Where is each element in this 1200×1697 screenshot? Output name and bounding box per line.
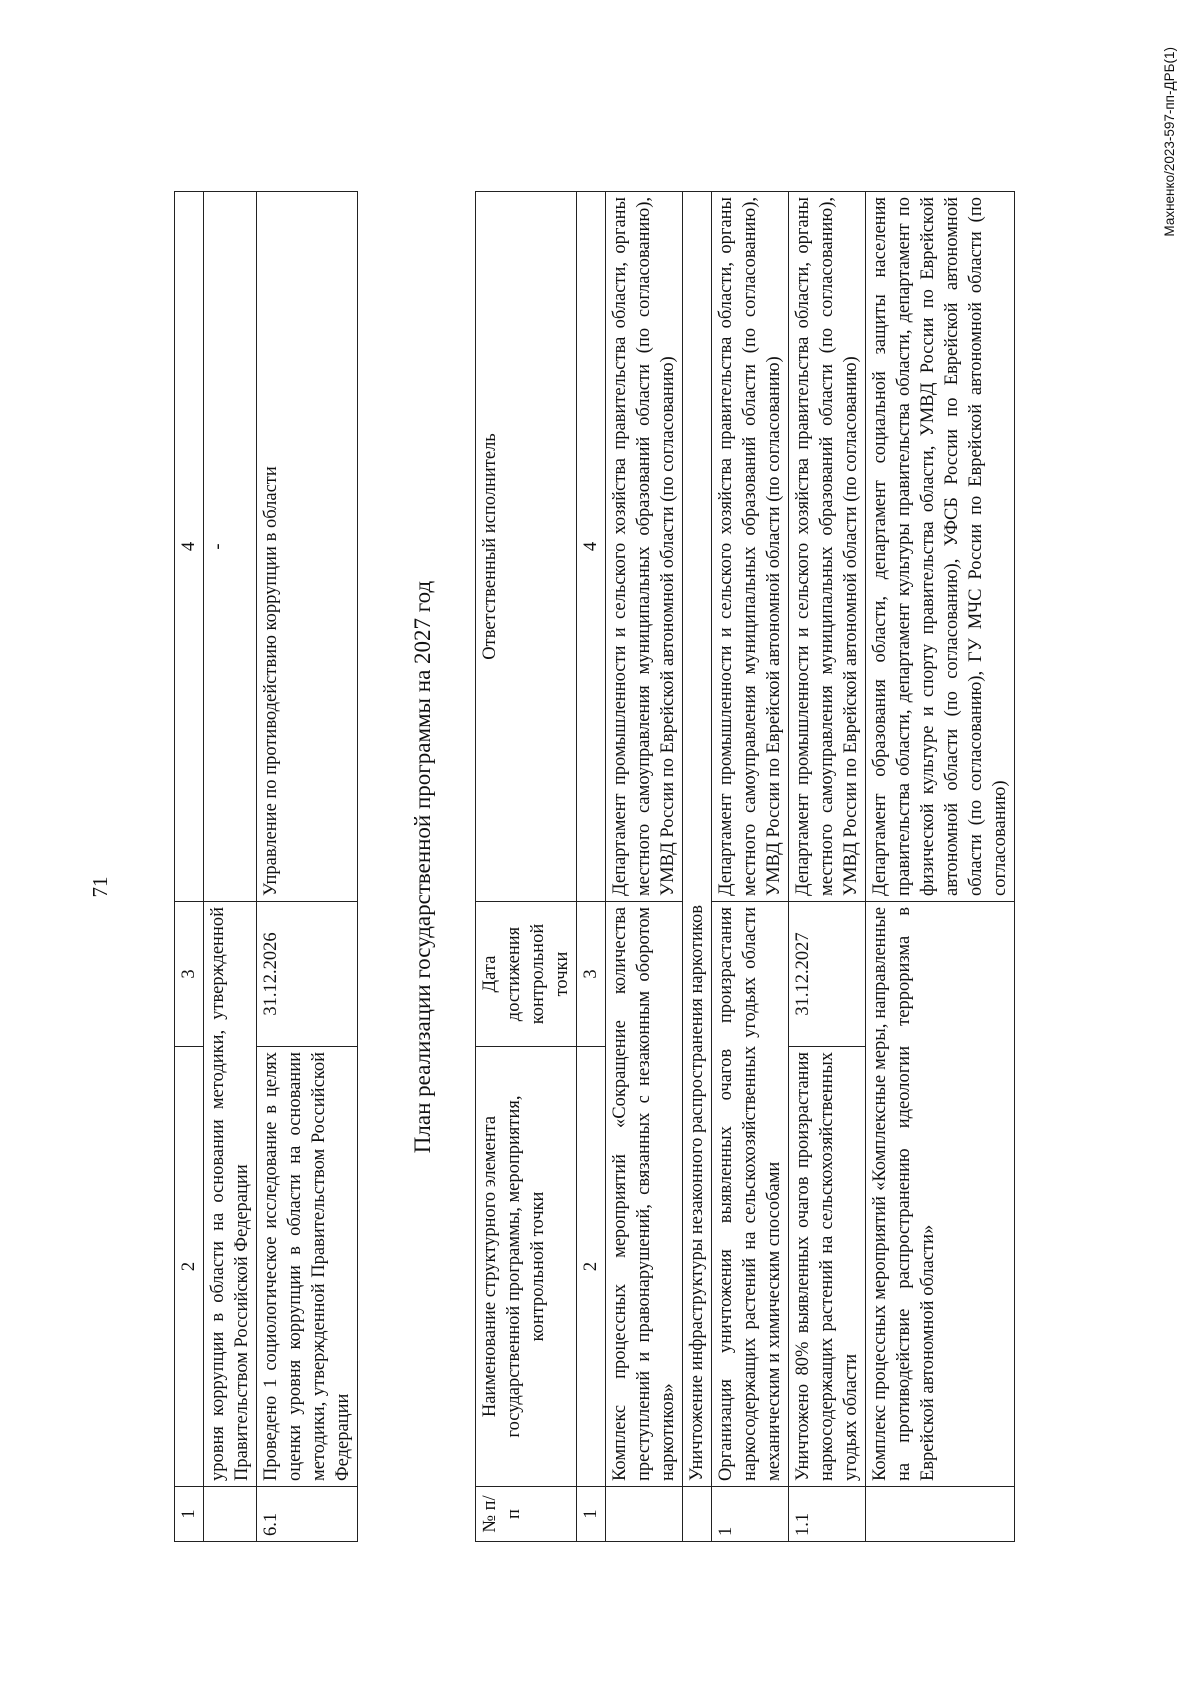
row-num xyxy=(606,1487,683,1542)
col-number: 2 xyxy=(577,1047,606,1487)
row-num: 6.1 xyxy=(257,1487,358,1542)
row-name: Организация уничтожения выявленных очагов произрастания наркосодержащих растений на сельскохозяйственных угодьях области механическим и химическим способами xyxy=(712,902,789,1487)
row-num: 1.1 xyxy=(789,1487,866,1542)
header-num: № п/п xyxy=(476,1487,577,1542)
row-num: 1 xyxy=(712,1487,789,1542)
section-title: Уничтожение инфраструктуры незаконного распространения наркотиков xyxy=(683,192,712,1487)
row-name: Проведено 1 социологическое исследование в целях оценки уровня коррупции в области на основании методики, утвержденной Правительством Российской Федерации xyxy=(257,1047,358,1487)
row-date: 31.12.2027 xyxy=(789,902,866,1047)
table-row xyxy=(866,192,1015,1542)
row-executor: Департамент промышленности и сельского хозяйства правительства области, органы местного самоуправления муниципальных образований области (по согласованию), УМВД России по Еврейской автономной области (по согласованию) xyxy=(712,192,789,902)
page-number: 71 xyxy=(88,876,112,898)
col-number: 1 xyxy=(175,1487,204,1542)
section-spacer xyxy=(683,1487,712,1542)
col-number: 3 xyxy=(175,902,204,1047)
row-name: Комплекс процессных мероприятий «Сокращение количества преступлений и правонарушений, связанных с незаконным оборотом наркотиков» xyxy=(606,902,683,1487)
row-executor: Управление по противодействию коррупции в области xyxy=(257,192,358,902)
table-col-numbers xyxy=(577,192,606,1542)
header-date: Дата достижения контрольной точки xyxy=(476,902,577,1047)
table-row xyxy=(712,192,789,1542)
col-number: 2 xyxy=(175,1047,204,1487)
row-date: 31.12.2026 xyxy=(257,902,358,1047)
col-number: 4 xyxy=(577,192,606,902)
col-number: 1 xyxy=(577,1487,606,1542)
plan-title: План реализации государственной программы на 2027 год xyxy=(410,580,435,1154)
table-section-row xyxy=(683,192,712,1542)
row-num xyxy=(866,1487,1015,1542)
table-col-numbers xyxy=(175,192,204,1542)
col-number: 4 xyxy=(175,192,204,902)
col-number: 3 xyxy=(577,902,606,1047)
table-row xyxy=(204,192,257,1542)
table-row xyxy=(257,192,358,1542)
table-row xyxy=(606,192,683,1542)
row-executor: Департамент промышленности и сельского хозяйства правительства области, органы местного самоуправления муниципальных образований области (по согласованию), УМВД России по Еврейской автономной области (по согласованию) xyxy=(606,192,683,902)
row-dash: - xyxy=(204,192,257,902)
footer-code: Махненко/2023-597-пп-ДРБ(1) xyxy=(1162,47,1177,237)
row-num xyxy=(204,1487,257,1542)
header-executor: Ответственный исполнитель xyxy=(476,192,577,902)
table-plan-2027 xyxy=(475,191,1015,1542)
row-merged-text: уровня коррупции в области на основании методики, утвержденной Правительством Российской Федерации xyxy=(204,902,257,1487)
row-executor: Департамент образования области, департамент социальной защиты населения правительства области, департамент культуры правительства области, департамент по физической культуре и спорту правительства области, УМВД России по Еврейской автономной области (по согласованию), УФСБ России по Еврейской автономной области (по согласованию), ГУ МЧС России по Еврейской автономной области (по согласованию) xyxy=(866,192,1015,902)
header-name: Наименование структурного элемента государственной программы, мероприятия, контрольной точки xyxy=(476,1047,577,1487)
row-name: Уничтожено 80% выявленных очагов произрастания наркосодержащих растений на сельскохозяйственных угодьях области xyxy=(789,1047,866,1487)
table-row xyxy=(789,192,866,1542)
table-continuation xyxy=(174,191,358,1542)
table-header-row xyxy=(476,192,577,1542)
row-executor: Департамент промышленности и сельского хозяйства правительства области, органы местного самоуправления муниципальных образований области (по согласованию), УМВД России по Еврейской автономной области (по согласованию) xyxy=(789,192,866,902)
row-name: Комплекс процессных мероприятий «Комплексные меры, направленные на противодействие распространению идеологии терроризма в Еврейской автономной области» xyxy=(866,902,1015,1487)
